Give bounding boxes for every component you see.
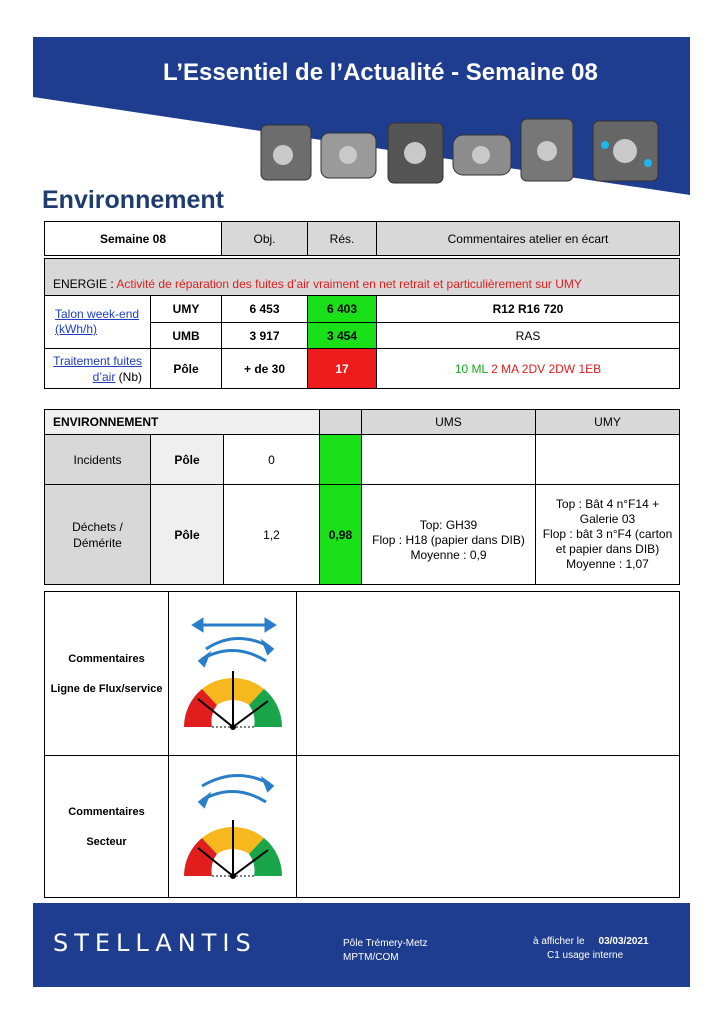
dechets-res: 0,98: [319, 485, 361, 585]
environment-header-spacer: [319, 410, 361, 435]
comment-flux-text[interactable]: [297, 592, 680, 756]
incidents-res: [319, 435, 361, 485]
umy-header: UMY: [535, 410, 679, 435]
obj-umy: 6 453: [222, 296, 308, 323]
gauge-secteur-cell: [169, 756, 297, 898]
comment-secteur-title: Commentaires: [68, 805, 145, 818]
fuites-link-2[interactable]: d’air: [92, 369, 116, 384]
fuites-suffix: (Nb): [115, 369, 142, 384]
res-umb: 3 454: [308, 323, 377, 349]
res-pole: 17: [308, 349, 377, 389]
incidents-umy: [535, 435, 679, 485]
incidents-obj: 0: [224, 435, 320, 485]
environment-header: ENVIRONNEMENT: [45, 410, 320, 435]
comment-secteur-label: [45, 756, 169, 898]
engines-image: [253, 115, 683, 195]
comment-header: Commentaires atelier en écart: [377, 222, 680, 256]
gauge-flux-icon: [178, 613, 288, 735]
comment-flux-label: [45, 592, 169, 756]
energie-prefix: ENERGIE :: [53, 277, 117, 291]
energy-header-table: [44, 221, 680, 256]
dechets-obj: 1,2: [224, 485, 320, 585]
page-title: L’Essentiel de l’Actualité - Semaine 08: [163, 59, 598, 86]
unit-umb: UMB: [151, 323, 222, 349]
footer-display: [533, 935, 683, 963]
comment-secteur-text[interactable]: [297, 756, 680, 898]
fuites-link[interactable]: Traitement fuites: [53, 353, 142, 368]
footer-site-line2: MPTM/COM: [343, 952, 399, 963]
footer-display-label: à afficher le: [533, 936, 585, 947]
incidents-scope: Pôle: [151, 435, 224, 485]
incidents-label: Incidents: [45, 435, 151, 485]
res-umy: 6 403: [308, 296, 377, 323]
ums-header: UMS: [361, 410, 535, 435]
comment-secteur-subtitle: Secteur: [86, 835, 127, 848]
comment-pole: [377, 349, 680, 389]
footer-display-date: 03/03/2021: [598, 936, 649, 947]
energie-text: Activité de réparation des fuites d’air vraiment en net retrait et particulièrement sur UMY: [116, 277, 582, 291]
energy-table: [44, 258, 680, 389]
incidents-ums: [361, 435, 535, 485]
talon-label-cell: [45, 296, 151, 349]
dechets-scope: Pôle: [151, 485, 224, 585]
obj-pole: + de 30: [222, 349, 308, 389]
stellantis-logo: STELLANTIS: [53, 929, 257, 957]
obj-header: Obj.: [222, 222, 308, 256]
unit-umy: UMY: [151, 296, 222, 323]
comment-flux-subtitle: Ligne de Flux/service: [50, 682, 163, 695]
energie-banner: [45, 259, 680, 296]
footer: [33, 903, 690, 987]
section-title: Environnement: [42, 186, 224, 214]
comment-umy: R12 R16 720: [377, 296, 680, 323]
unit-pole: Pôle: [151, 349, 222, 389]
talon-link[interactable]: Talon week-end: [55, 307, 140, 321]
fuites-label-cell: [45, 349, 151, 389]
dechets-ums: Top: GH39 Flop : H18 (papier dans DIB) Moyenne : 0,9: [361, 485, 535, 585]
comment-umb: RAS: [377, 323, 680, 349]
comment-pole-green: 10 ML: [454, 361, 492, 376]
dechets-label: Déchets / Démérite: [45, 485, 151, 585]
week-header: Semaine 08: [45, 222, 222, 256]
environment-table: [44, 409, 680, 585]
gauge-secteur-icon: [178, 766, 288, 888]
obj-umb: 3 917: [222, 323, 308, 349]
comment-pole-red: 2 MA 2DV 2DW 1EB: [491, 361, 602, 376]
res-header: Rés.: [308, 222, 377, 256]
footer-site: [343, 937, 427, 965]
footer-classification: C1 usage interne: [547, 950, 624, 961]
header-banner: [33, 37, 690, 197]
comment-flux-title: Commentaires: [68, 652, 145, 665]
footer-site-line1: Pôle Trémery-Metz: [343, 938, 428, 949]
talon-unit-link[interactable]: (kWh/h): [55, 322, 97, 336]
dechets-umy: Top : Bât 4 n°F14 + Galerie 03 Flop : bât 3 n°F4 (carton et papier dans DIB) Moyenne : 1,07: [535, 485, 679, 585]
gauge-flux-cell: [169, 592, 297, 756]
comments-table: [44, 591, 680, 898]
